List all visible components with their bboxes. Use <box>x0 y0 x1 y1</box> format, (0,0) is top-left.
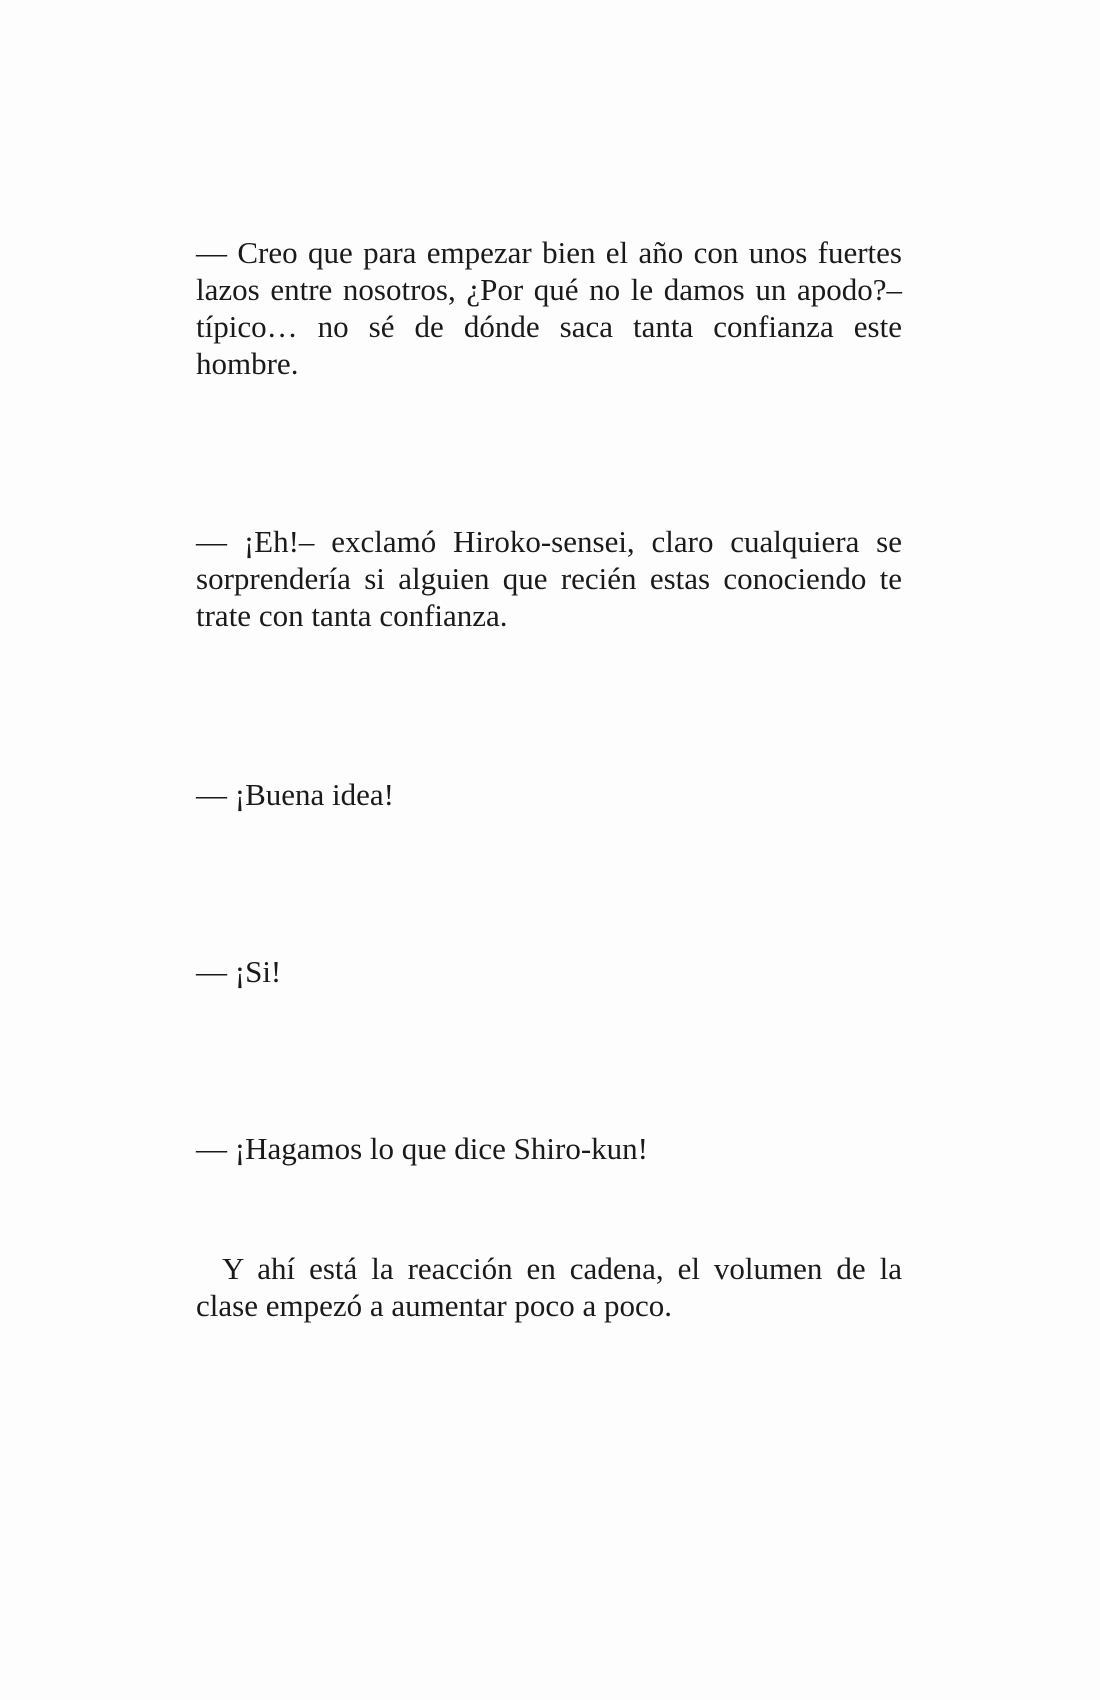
paragraph-dialogue-hiroko: — ¡Eh!– exclamó Hiroko-sensei, claro cualquiera se sorprendería si alguien que recién estas conociendo te trate con tanta confianza. <box>196 524 902 633</box>
paragraph-dialogue-buena-idea: — ¡Buena idea! <box>196 777 394 812</box>
paragraph-dialogue-apodo: — Creo que para empezar bien el año con unos fuertes lazos entre nosotros, ¿Por qué no le damos un apodo?– típico… no sé de dónde saca tanta confianza este hombre. <box>196 235 902 381</box>
paragraph-dialogue-hagamos: — ¡Hagamos lo que dice Shiro-kun! <box>196 1131 648 1166</box>
paragraph-narration: Y ahí está la reacción en cadena, el volumen de la clase empezó a aumentar poco a poco. <box>196 1251 902 1323</box>
paragraph-dialogue-si: — ¡Si! <box>196 954 282 989</box>
